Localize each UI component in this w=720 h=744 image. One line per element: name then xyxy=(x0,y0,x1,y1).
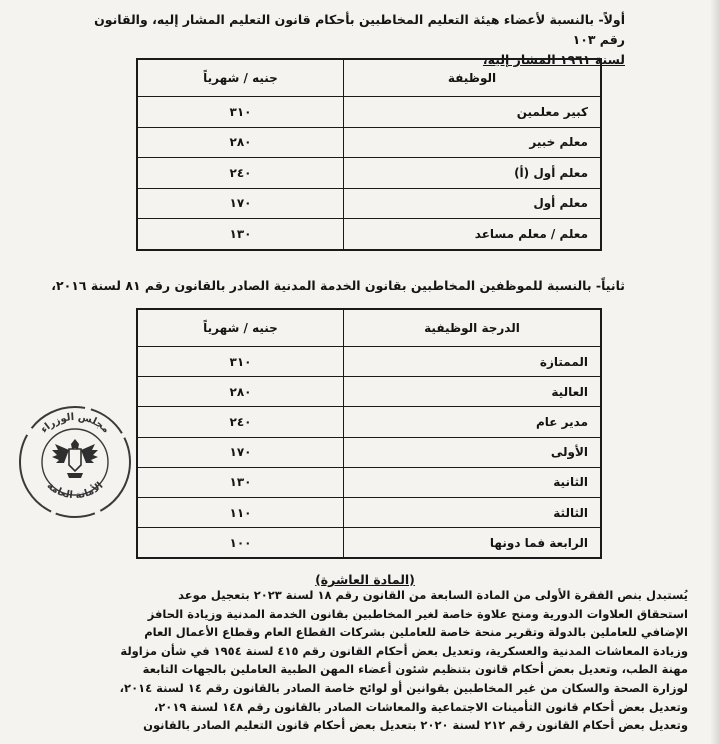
table-row xyxy=(137,497,601,527)
table-row xyxy=(137,437,601,467)
amount-cell: ٣١٠ xyxy=(137,347,344,377)
column-header-grade: الدرجة الوظيفية xyxy=(344,309,602,347)
amount-cell: ٣١٠ xyxy=(137,97,344,128)
amount-cell: ٢٨٠ xyxy=(137,377,344,407)
page-edge-shadow xyxy=(710,0,720,744)
role-cell: معلم أول xyxy=(344,188,602,219)
section2-heading xyxy=(25,276,625,296)
table-header-row xyxy=(137,59,601,97)
table-row xyxy=(137,407,601,437)
grade-cell: مدير عام xyxy=(344,407,602,437)
grade-cell: العالية xyxy=(344,377,602,407)
grade-cell: الممتازة xyxy=(344,347,602,377)
stamp-bottom-text: الأمانة العامة xyxy=(44,480,106,502)
svg-text:الأمانة العامة xyxy=(45,480,106,501)
table-row xyxy=(137,219,601,250)
table-row xyxy=(137,528,601,559)
civil-service-salary-table xyxy=(136,308,602,559)
amount-cell: ١٣٠ xyxy=(137,467,344,497)
article-line: وتعديل بعض أحكام قانون التأمينات الاجتماعية والمعاشات الصادر بالقانون رقم ١٤٨ لسنة ٢٠١٩، xyxy=(153,699,688,714)
amount-cell: ١٠٠ xyxy=(137,528,344,559)
article-body xyxy=(100,586,688,735)
article-line: مهنة الطب، وتعديل بعض أحكام قانون بتنظيم شئون أعضاء المهن الطبية العاملين بالجهات التابعة xyxy=(142,662,688,677)
amount-cell: ١١٠ xyxy=(137,497,344,527)
grade-cell: الأولى xyxy=(344,437,602,467)
article-line: استحقاق العلاوات الدورية ومنح علاوة خاصة لغير المخاطبين بقانون الخدمة المدنية وزيادة الحافز xyxy=(147,606,688,621)
article-line: لوزارة الصحة والسكان من غير المخاطبين بقوانين أو لوائح خاصة الصادر بالقانون رقم ١٤ لسنة ٢٠١٤، xyxy=(119,680,688,695)
table-row xyxy=(137,188,601,219)
article-line: وزيادة المعاشات المدنية والعسكرية، وتعديل بعض أحكام القانون رقم ٤١٥ لسنة ١٩٥٤ في شأن مزاولة xyxy=(120,643,688,658)
grade-cell: الرابعة فما دونها xyxy=(344,528,602,559)
section1-heading-line2: لسنة ١٩٦١ المشار إليه، xyxy=(482,52,625,67)
article-line: وتعديل بعض أحكام القانون رقم ٢١٢ لسنة ٢٠٢٠ بتعديل بعض أحكام قانون التعليم الصادر بالقانون xyxy=(143,718,688,733)
table-row xyxy=(137,158,601,189)
column-header-amount: جنيه / شهرياً xyxy=(137,309,344,347)
section1-heading-line1: أولاً- بالنسبة لأعضاء هيئة التعليم المخاطبين بأحكام قانون التعليم المشار إليه، والقانون رقم ١٠٣ xyxy=(94,12,625,47)
article-line: يُستبدل بنص الفقرة الأولى من المادة السابعة من القانون رقم ١٨ لسنة ٢٠٢٣ بتعجيل موعد xyxy=(178,588,688,602)
column-header-role: الوظيفة xyxy=(344,59,602,97)
table-row xyxy=(137,467,601,497)
svg-text:مجلس الوزراء xyxy=(39,412,111,436)
official-seal-stamp xyxy=(16,403,134,521)
role-cell: معلم / معلم مساعد xyxy=(344,219,602,250)
grade-cell: الثالثة xyxy=(344,497,602,527)
amount-cell: ١٧٠ xyxy=(137,437,344,467)
column-header-amount: جنيه / شهرياً xyxy=(137,59,344,97)
amount-cell: ٢٤٠ xyxy=(137,158,344,189)
section2-heading-line: ثانياً- بالنسبة للموظفين المخاطبين بقانون الخدمة المدنية الصادر بالقانون رقم ٨١ لسنة ٢٠١٦، xyxy=(51,278,625,293)
grade-cell: الثانية xyxy=(344,467,602,497)
amount-cell: ٢٨٠ xyxy=(137,127,344,158)
article-line: الإضافي للعاملين بالدولة وتقرير منحة خاصة للعاملين بشركات القطاع العام وقطاع الأعمال العام xyxy=(144,625,688,640)
amount-cell: ١٣٠ xyxy=(137,219,344,250)
table-row xyxy=(137,347,601,377)
article-ten-title: (المادة العاشرة) xyxy=(315,572,415,587)
eagle-emblem-icon xyxy=(52,439,98,478)
role-cell: معلم خبير xyxy=(344,127,602,158)
teachers-salary-table xyxy=(136,58,602,251)
table-header-row xyxy=(137,309,601,347)
amount-cell: ١٧٠ xyxy=(137,188,344,219)
stamp-top-text: مجلس الوزراء xyxy=(38,411,112,436)
table-row xyxy=(137,377,601,407)
role-cell: معلم أول (أ) xyxy=(344,158,602,189)
role-cell: كبير معلمين xyxy=(344,97,602,128)
table-row xyxy=(137,127,601,158)
table-row xyxy=(137,97,601,128)
amount-cell: ٢٤٠ xyxy=(137,407,344,437)
